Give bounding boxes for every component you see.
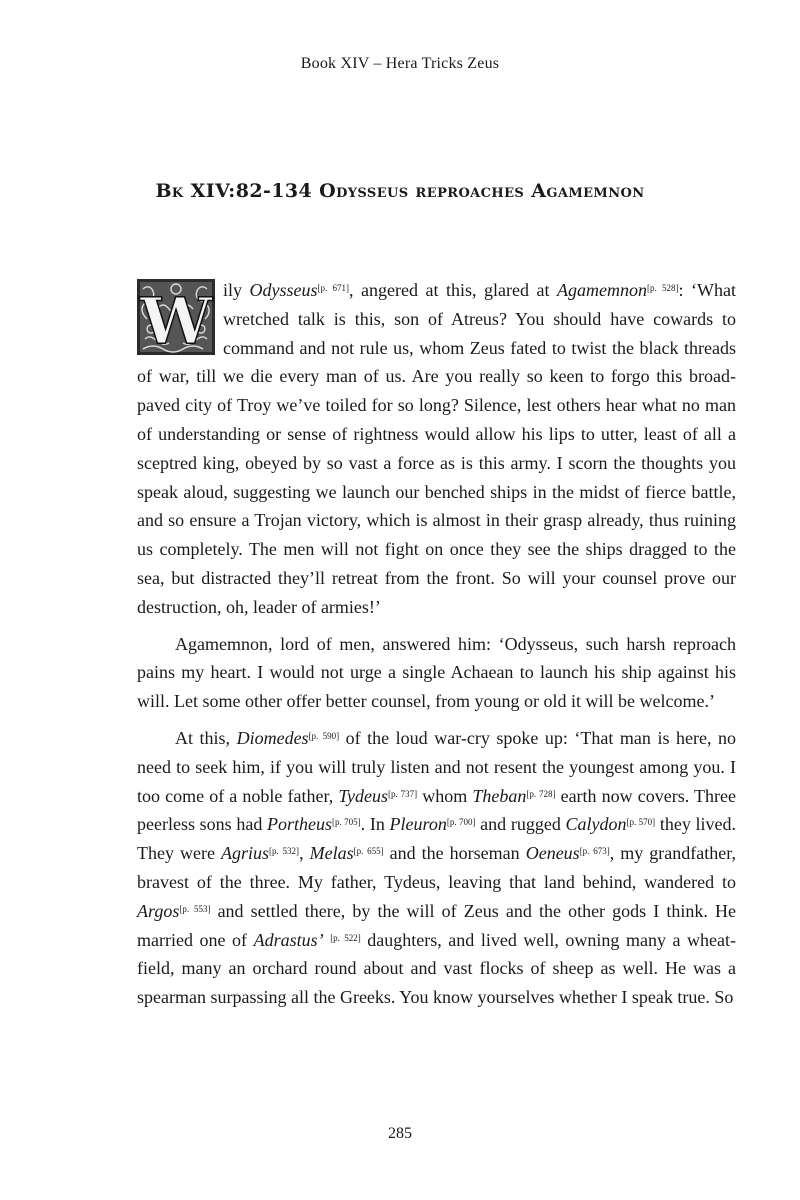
text-run: . In — [360, 814, 390, 835]
page-reference: [p. 532] — [269, 846, 300, 857]
page-reference: [p. 553] — [179, 903, 211, 914]
name-reference: Odysseus — [249, 280, 318, 300]
paragraph-text — [137, 728, 736, 1007]
page-reference: [p. 700] — [446, 817, 476, 828]
text-run: Agamemnon, lord of men, answered him: ‘Odysseus, such harsh reproach pains my heart. I would not urge a single Achaean to launch his ship against his will. Let some other offer better counsel, from young or old it will be welcome.’ — [137, 633, 736, 712]
text-run: and settled there, by the will of Zeus and the other gods I think. He married one of — [137, 900, 736, 950]
text-run: At this, — [175, 727, 237, 748]
page-reference: [p. 522] — [330, 932, 361, 943]
text-run: whom — [417, 785, 473, 806]
text-run: : ‘What wretched talk is this, son of Atreus? You should have cowards to command and not rule us, whom Zeus fated to twist the black threads of war, till we die every man of us. Are you really so keen to forgo this broad-paved city of Troy we’ve toiled for so long? Silence, lest others hear what no man of understanding or sense of rightness would allow his lips to utter, least of all a sceptred king, obeyed by so vast a force as is this army. I scorn the thoughts you speak aloud, suggesting we launch our benched ships in the midst of fierce battle, and so ensure a Trojan victory, which is almost in their grasp already, thus ruining us completely. The men will not fight on once they see the ships dragged to the sea, but distracted they’ll retreat from the front. So will your counsel prove our destruction, oh, leader of armies!’ — [137, 280, 736, 617]
text-run: and the horseman — [383, 843, 526, 864]
paragraph-3 — [137, 724, 736, 1012]
text-run: they lived. They were — [137, 814, 736, 864]
page-reference: [p. 528] — [647, 283, 679, 293]
page-number: 285 — [388, 1125, 412, 1142]
name-reference: Pleuron — [389, 814, 447, 835]
page-reference: [p. 570] — [626, 817, 656, 828]
text-run: earth now covers. Three peerless sons had — [137, 785, 736, 835]
name-reference: Agrius — [221, 843, 270, 864]
page-reference: [p. 705] — [331, 817, 361, 828]
name-reference: Tydeus — [338, 785, 389, 806]
name-reference: Melas — [309, 843, 354, 864]
page-reference: [p. 655] — [353, 846, 384, 857]
page-reference: [p. 737] — [388, 788, 418, 799]
page-reference: [p. 673] — [579, 846, 610, 857]
ornamental-w-icon — [137, 279, 215, 355]
running-header: Book XIV – Hera Tricks Zeus — [300, 55, 500, 72]
text-run: , angered at this, glared at — [349, 280, 558, 300]
page-reference: [p. 590] — [308, 730, 340, 741]
dropcap-ornament — [137, 279, 215, 355]
page-reference: [p. 728] — [526, 788, 556, 799]
chapter-title: Bk XIV:82-134 Odysseus reproaches Agamemnon — [155, 180, 645, 202]
paragraph-1 — [137, 276, 736, 622]
name-reference: Adrastus’ — [253, 929, 324, 950]
page-reference: [p. 671] — [317, 283, 350, 293]
text-run: and rugged — [475, 814, 566, 835]
text-run: of the loud war-cry spoke up: ‘That man is here, no need to seek him, if you will truly listen and not resent the youngest among you. I too come of a noble father, — [137, 727, 736, 806]
paragraph-text — [137, 280, 736, 617]
paragraph-2 — [137, 630, 736, 716]
name-reference: Agamemnon — [557, 280, 647, 300]
body-text — [137, 276, 736, 1020]
name-reference: Diomedes — [236, 727, 309, 748]
name-reference: Portheus — [266, 814, 332, 835]
dropcap-letter: W — [140, 284, 212, 355]
text-run: , my grandfather, bravest of the three. My father, Tydeus, leaving that land behind, wandered to — [137, 843, 737, 892]
name-reference: Theban — [472, 785, 527, 806]
name-reference: Argos — [137, 900, 180, 921]
text-run: ily — [223, 280, 250, 300]
name-reference: Oeneus — [525, 843, 580, 864]
paragraph-text — [137, 634, 736, 712]
name-reference: Calydon — [565, 814, 627, 835]
text-run: , — [299, 843, 310, 864]
text-run: daughters, and lived well, owning many a wheat-field, many an orchard round about and vast flocks of sheep as well. He was a spearman surpassing all the Greeks. You know yourselves whether I speak true. So — [137, 929, 737, 1008]
